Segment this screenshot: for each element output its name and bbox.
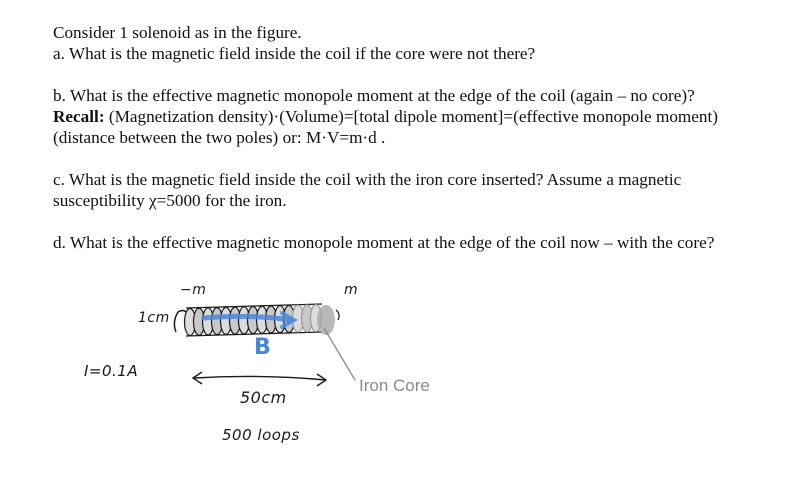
field-symbol: B — [254, 335, 272, 360]
recall-line-2: (distance between the two poles) or: M·V=m·d . — [53, 128, 386, 147]
loops-label: 500 loops — [222, 426, 300, 444]
recall-label: Recall: — [53, 107, 105, 126]
solenoid-figure — [0, 270, 789, 483]
question-b: b. What is the effective magnetic monopole moment at the edge of the coil (again – no core)? — [53, 86, 695, 105]
coil-end-mark — [336, 310, 339, 320]
question-d: d. What is the effective magnetic monopole moment at the edge of the coil now – with the core? — [53, 233, 715, 252]
length-label: 50cm — [240, 388, 287, 407]
length-arrow — [194, 376, 326, 380]
recall-formula: (Magnetization density)·(Volume)=[total dipole moment]=(effective monopole moment) — [104, 107, 719, 126]
intro-line: Consider 1 solenoid as in the figure. — [53, 23, 302, 42]
pos-pole-label: m — [344, 282, 359, 298]
clipped-heading-fragment — [150, 0, 172, 2]
iron-core-label: Iron Core — [359, 376, 430, 395]
solenoid-drawing — [0, 270, 789, 483]
diameter-label: 1cm — [138, 310, 170, 326]
question-text — [53, 22, 773, 253]
neg-pole-label: −m — [180, 282, 207, 298]
question-c-line1: c. What is the magnetic field inside the coil with the iron core inserted? Assume a magnetic — [53, 170, 682, 189]
recall-line — [53, 106, 773, 127]
iron-core-pointer — [324, 328, 355, 380]
current-label: I=0.1A — [84, 362, 139, 380]
question-c-line2: susceptibility χ=5000 for the iron. — [53, 191, 287, 210]
question-a: a. What is the magnetic field inside the coil if the core were not there? — [53, 44, 536, 63]
